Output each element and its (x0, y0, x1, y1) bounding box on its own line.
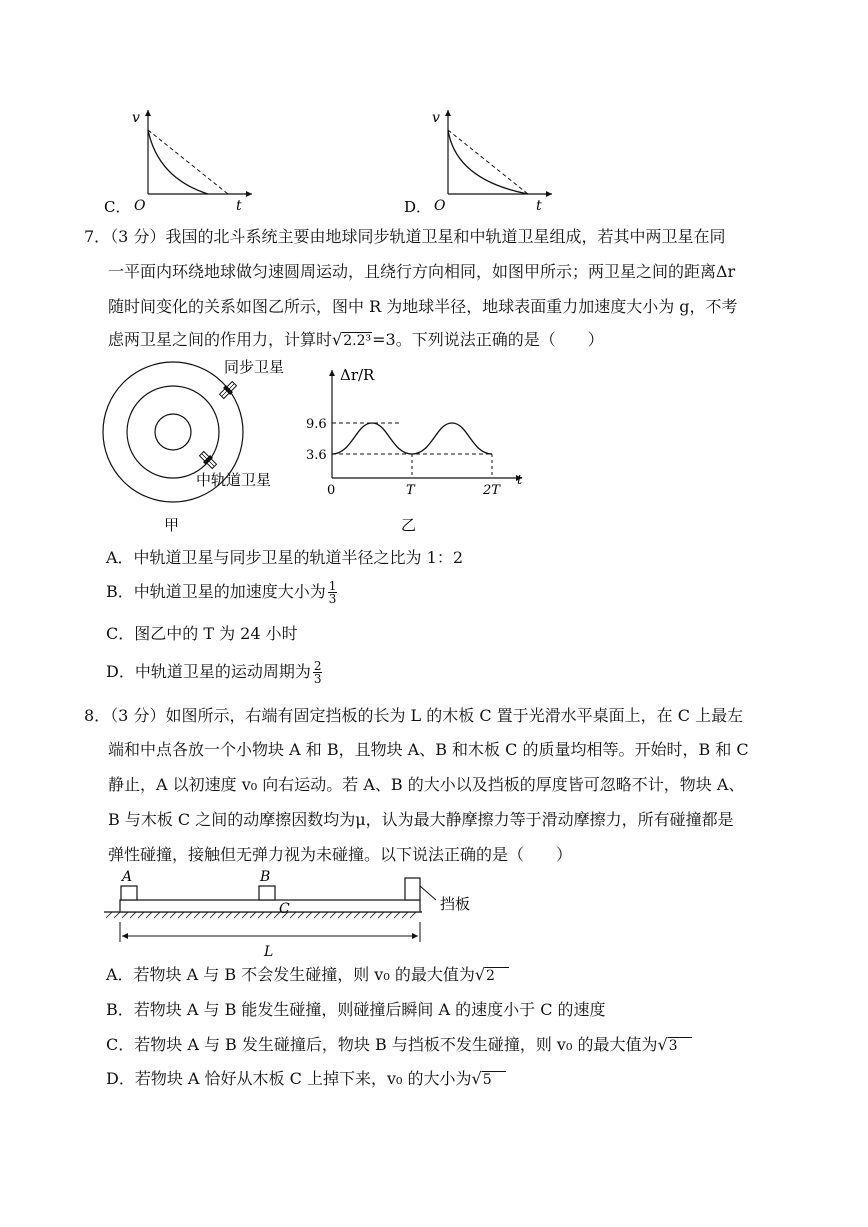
q7-option-b: B．中轨道卫星的加速度大小为 $\frac{1}{3}$ (106, 579, 337, 606)
q7-line-1: 7．（3 分）我国的北斗系统主要由地球同步轨道卫星和中轨道卫星组成，若其中两卫星在同 (84, 227, 726, 246)
q8-option-d-sqrt: 5 (482, 1071, 506, 1088)
q7-option-c: C．图乙中的 T 为 24 小时 (106, 624, 298, 643)
graph-option-c (100, 100, 260, 220)
svg-text:v: v (132, 110, 140, 126)
q7-sqrt: 2.2³ (343, 333, 372, 349)
q8-option-c: C．若物块 A 与 B 发生碰撞后，物块 B 与挡板不发生碰撞，则 v₀ 的最大值为√3 (106, 1035, 692, 1055)
q8-option-b: B．若物块 A 与 B 能发生碰撞，则碰撞后瞬间 A 的速度小于 C 的速度 (106, 1000, 606, 1019)
svg-text:9.6: 9.6 (306, 417, 327, 432)
svg-text:t: t (517, 473, 523, 488)
svg-text:乙: 乙 (401, 516, 417, 534)
q7-line-4: 虑两卫星之间的作用力，计算时√2.2³=3。下列说法正确的是（ ） (108, 330, 604, 349)
svg-text:甲: 甲 (164, 516, 180, 534)
svg-text:0: 0 (327, 483, 336, 498)
q8-line-3: 静止，A 以初速度 v₀ 向右运动。若 A、B 的大小以及挡板的厚度皆可忽略不计，物块 A、 (108, 775, 745, 794)
svg-text:A: A (122, 869, 133, 885)
svg-text:O: O (134, 198, 146, 214)
q8-option-a: A．若物块 A 与 B 不会发生碰撞，则 v₀ 的最大值为√2 (106, 965, 509, 985)
figure-jia-orbits (100, 350, 300, 535)
svg-text:2T: 2T (483, 483, 500, 498)
q8-line-2: 端和中点各放一个小物块 A 和 B，且物块 A、B 和木板 C 的质量均相等。开始时，B 和 C (108, 740, 749, 759)
svg-text:L: L (264, 944, 274, 960)
svg-text:同步卫星: 同步卫星 (224, 358, 285, 376)
svg-text:3.6: 3.6 (306, 448, 327, 463)
q8-line-1: 8．（3 分）如图所示，右端有固定挡板的长为 L 的木板 C 置于光滑水平桌面上，在 C 上最左 (84, 706, 744, 725)
svg-text:T: T (406, 483, 415, 498)
svg-text:挡板: 挡板 (440, 895, 471, 913)
q7-option-d: D．中轨道卫星的运动周期为 $\frac{2}{3}$ (106, 659, 322, 686)
svg-text:C．: C． (104, 198, 131, 216)
svg-text:D．: D． (404, 198, 432, 216)
graph-option-d (400, 100, 560, 220)
q8-option-a-sqrt: 2 (485, 967, 509, 984)
q7-option-b-fraction: $\frac{1}{3}$ (328, 579, 337, 606)
svg-text:C: C (279, 901, 290, 917)
figure-q8-board (100, 862, 500, 962)
q8-line-5: 弹性碰撞，接触但无弹力视为未碰撞。以下说法正确的是（ ） (108, 845, 573, 864)
svg-text:O: O (434, 198, 446, 214)
svg-text:中轨道卫星: 中轨道卫星 (196, 471, 272, 489)
q8-line-4: B 与木板 C 之间的动摩擦因数均为μ，认为最大静摩擦力等于滑动摩擦力，所有碰撞都是 (108, 810, 734, 829)
q7-line-3: 随时间变化的关系如图乙所示，图中 R 为地球半径，地球表面重力加速度大小为 g，不考 (108, 297, 738, 316)
svg-text:Δr/R: Δr/R (340, 366, 375, 384)
q8-option-c-sqrt: 3 (668, 1037, 692, 1054)
figure-yi-graph (300, 360, 540, 535)
q7-option-a: A．中轨道卫星与同步卫星的轨道半径之比为 1：2 (106, 548, 464, 567)
q8-option-d: D．若物块 A 恰好从木板 C 上掉下来，v₀ 的大小为√5 (106, 1069, 506, 1089)
svg-text:v: v (432, 110, 440, 126)
svg-text:t: t (236, 198, 242, 214)
svg-text:B: B (260, 869, 271, 885)
q7-option-d-fraction: $\frac{2}{3}$ (313, 659, 322, 686)
q7-line-2: 一平面内环绕地球做匀速圆周运动，且绕行方向相同，如图甲所示；两卫星之间的距离Δr (108, 262, 736, 281)
svg-text:t: t (536, 198, 542, 214)
